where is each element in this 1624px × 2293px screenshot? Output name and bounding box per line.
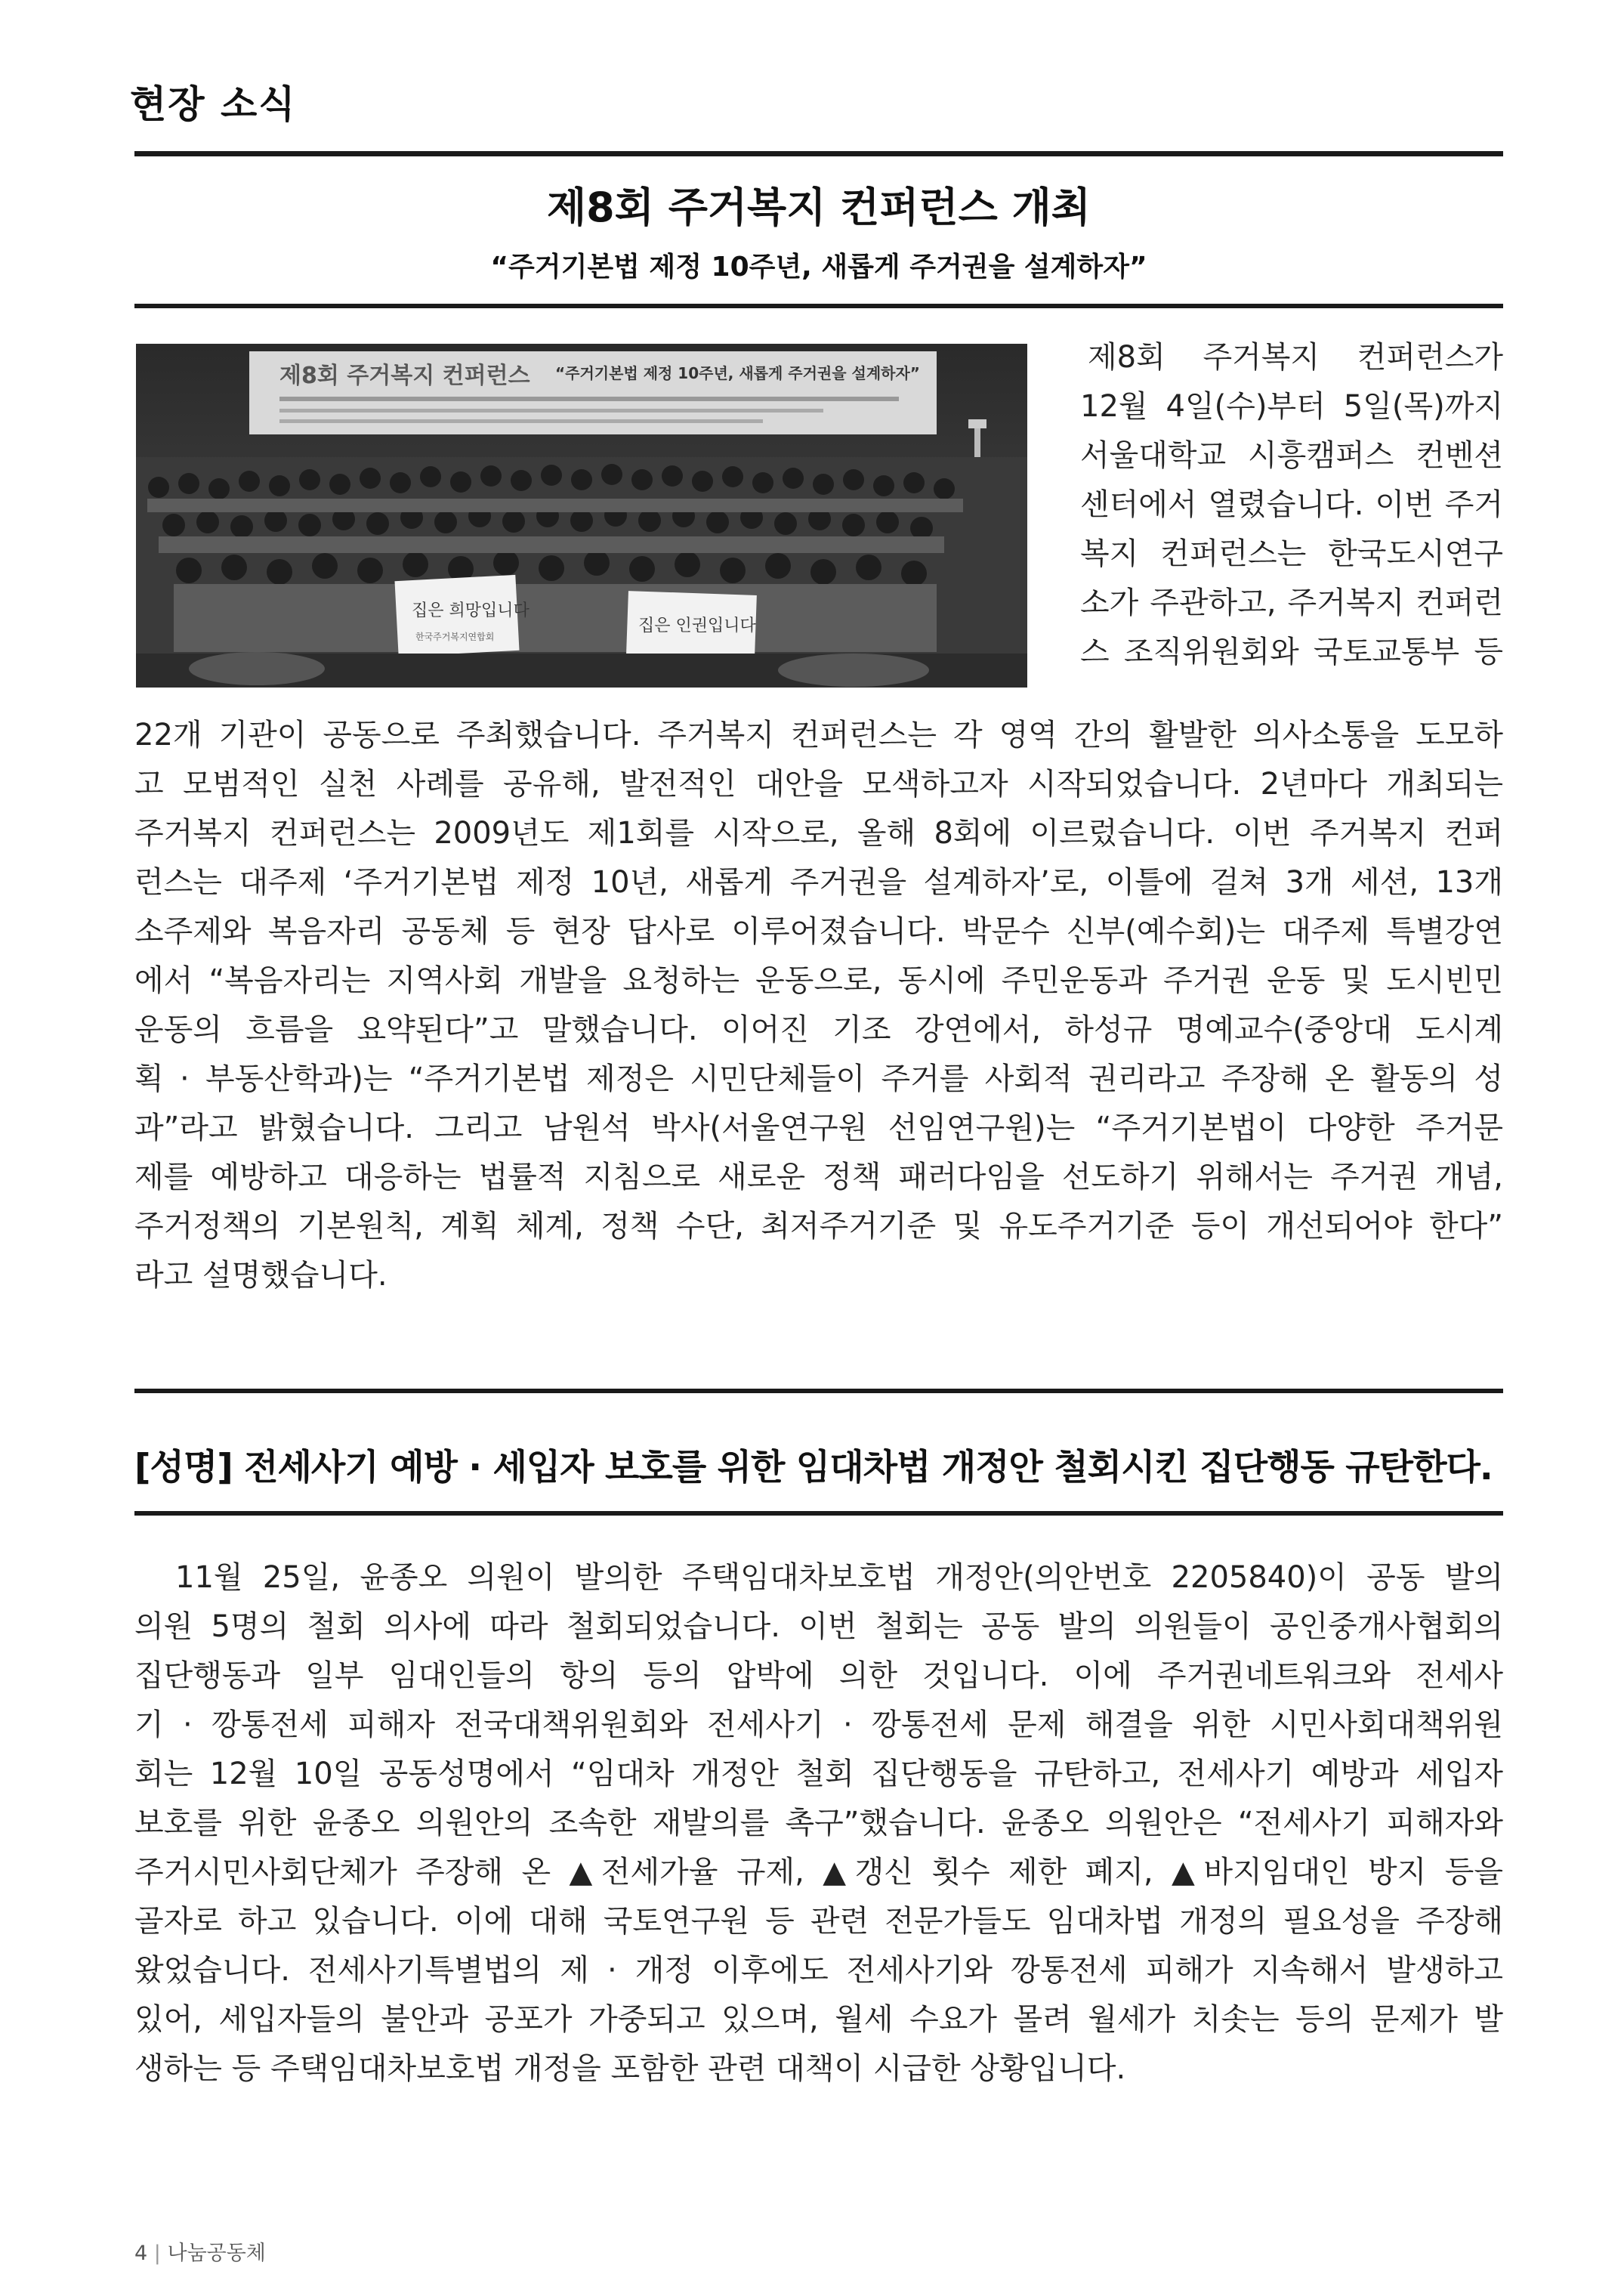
body-line: 서울대학교 시흥캠퍼스 컨벤션 [1080, 438, 1503, 473]
body-line: 과”라고 밝혔습니다. 그리고 남원석 박사(서울연구원 선임연구원)는 “주거기본법이 다양한 주거문 [134, 1111, 1503, 1145]
body-line: 제를 예방하고 대응하는 법률적 지침으로 새로운 정책 패러다임을 선도하기 위해서는 주거권 개념, [134, 1160, 1503, 1194]
page-number: 4 [134, 2242, 148, 2265]
body-line: 복지 컨퍼런스는 한국도시연구 [1080, 536, 1503, 571]
body-line: 보호를 위한 윤종오 의원안의 조속한 재발의를 촉구”했습니다. 윤종오 의원안은 “전세사기 피해자와 [134, 1806, 1503, 1840]
top-rule [134, 151, 1503, 156]
body-line: 집단행동과 일부 임대인들의 항의 등의 압박에 의한 것입니다. 이에 주거권네트워크와 전세사 [134, 1658, 1503, 1693]
body-line: 스 조직위원회와 국토교통부 등 [1080, 635, 1503, 669]
body-line: 런스는 대주제 ‘주거기본법 제정 10년, 새롭게 주거권을 설계하자’로, 이틀에 걸쳐 3개 세션, 13개 [134, 865, 1503, 900]
article-title: 제8회 주거복지 컨퍼런스 개최 [547, 184, 1091, 231]
section-rule [134, 1389, 1503, 1393]
banner-left-text: 제8회 주거복지 컨퍼런스 [279, 363, 530, 389]
flag-left-text: 집은 희망입니다 [412, 601, 529, 620]
flag-right-text: 집은 인권입니다 [638, 617, 756, 635]
footer-separator: | [153, 2242, 161, 2265]
body-line: 소주제와 복음자리 공동체 등 현장 답사로 이루어졌습니다. 박문수 신부(예수회)는 대주제 특별강연 [134, 914, 1503, 949]
body-line: 생하는 등 주택임대차보호법 개정을 포함한 관련 대책이 시급한 상황입니다. [134, 2051, 1126, 2086]
body-line: 주거정책의 기본원칙, 계획 체계, 정책 수단, 최저주거기준 및 유도주거기준 등이 개선되어야 한다” [134, 1209, 1503, 1244]
page-footer [134, 2236, 266, 2266]
body-line: 센터에서 열렸습니다. 이번 주거 [1080, 487, 1503, 522]
body-line: 운동의 흐름을 요약된다”고 말했습니다. 이어진 기조 강연에서, 하성규 명예교수(중앙대 도시계 [134, 1012, 1503, 1047]
body-line: 골자로 하고 있습니다. 이에 대해 국토연구원 등 관련 전문가들도 임대차법 개정의 필요성을 주장해 [134, 1904, 1503, 1939]
body-line: 에서 “복음자리는 지역사회 개발을 요청하는 운동으로, 동시에 주민운동과 주거권 운동 및 도시빈민 [134, 963, 1503, 998]
body-line: 주거시민사회단체가 주장해 온 ▲전세가율 규제, ▲갱신 횟수 제한 폐지, ▲바지임대인 방지 등을 [134, 1855, 1503, 1890]
body-line: 기 · 깡통전세 피해자 전국대책위원회와 전세사기 · 깡통전세 문제 해결을 위한 시민사회대책위원 [134, 1707, 1503, 1742]
article-subtitle: “주거기본법 제정 10주년, 새롭게 주거권을 설계하자” [490, 252, 1147, 283]
body-line: 12월 4일(수)부터 5일(목)까지 [1080, 389, 1503, 424]
statement-title: [성명] 전세사기 예방 · 세입자 보호를 위한 임대차법 개정안 철회시킨 집단행동 규탄한다. [134, 1447, 1493, 1488]
section-label: 현장 소식 [130, 82, 297, 126]
body-line: 소가 주관하고, 주거복지 컨퍼런 [1080, 586, 1503, 620]
publication-name: 나눔공동체 [167, 2242, 266, 2265]
conference-group-photo [136, 344, 1027, 688]
body-line: 고 모범적인 실천 사례를 공유해, 발전적인 대안을 모색하고자 시작되었습니다. 2년마다 개최되는 [134, 767, 1503, 802]
body-line: 11월 25일, 윤종오 의원이 발의한 주택임대차보호법 개정안(의안번호 2205840)이 공동 발의 [175, 1560, 1503, 1595]
banner-right-text: “주거기본법 제정 10주년, 새롭게 주거권을 설계하자” [555, 364, 920, 382]
body-line: 있어, 세입자들의 불안과 공포가 가중되고 있으며, 월세 수요가 몰려 월세가 치솟는 등의 문제가 발 [134, 2002, 1503, 2037]
body-line: 라고 설명했습니다. [134, 1258, 387, 1293]
body-line: 회는 12월 10일 공동성명에서 “임대차 개정안 철회 집단행동을 규탄하고, 전세사기 예방과 세입자 [134, 1757, 1503, 1791]
body-line: 22개 기관이 공동으로 주최했습니다. 주거복지 컨퍼런스는 각 영역 간의 활발한 의사소통을 도모하 [134, 718, 1503, 752]
statement-title-rule [134, 1511, 1503, 1516]
flag-left-subtext: 한국주거복지연합회 [415, 632, 495, 642]
body-line: 왔었습니다. 전세사기특별법의 제 · 개정 이후에도 전세사기와 깡통전세 피해가 지속해서 발생하고 [134, 1953, 1503, 1988]
body-line: 획 · 부동산학과)는 “주거기본법 제정은 시민단체들이 주거를 사회적 권리라고 주장해 온 활동의 성 [134, 1062, 1503, 1096]
body-line: 의원 5명의 철회 의사에 따라 철회되었습니다. 이번 철회는 공동 발의 의원들이 공인중개사협회의 [134, 1609, 1503, 1644]
body-line: 제8회 주거복지 컨퍼런스가 [1088, 340, 1503, 375]
title-rule [134, 304, 1503, 308]
body-line: 주거복지 컨퍼런스는 2009년도 제1회를 시작으로, 올해 8회에 이르렀습니다. 이번 주거복지 컨퍼 [134, 816, 1503, 851]
